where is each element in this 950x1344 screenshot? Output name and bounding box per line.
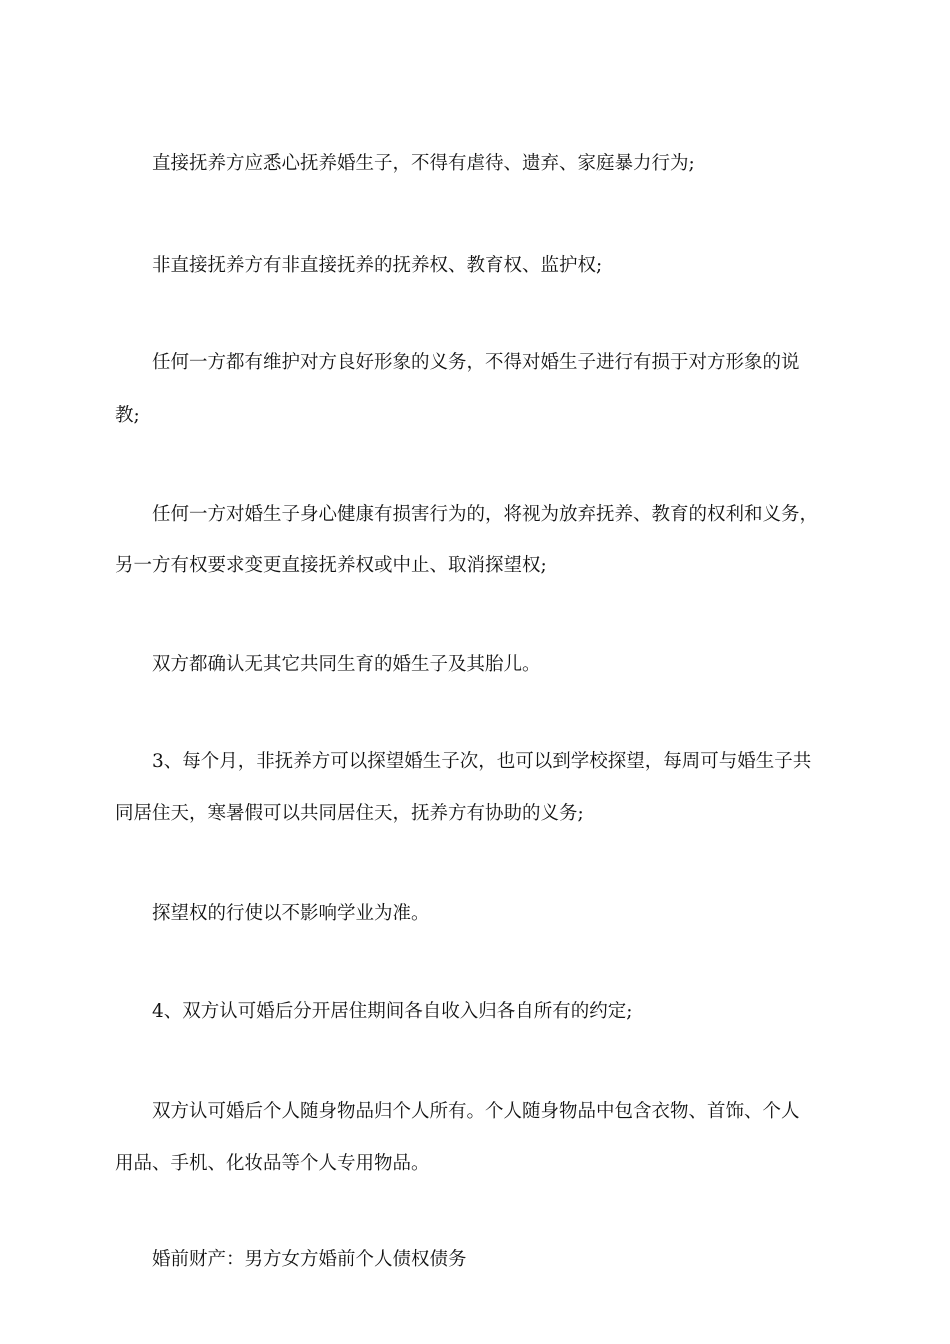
paragraph-line: 任何一方都有维护对方良好形象的义务，不得对婚生子进行有损于对方形象的说 xyxy=(152,352,800,373)
paragraph-line: 3、每个月，非抚养方可以探望婚生子次，也可以到学校探望，每周可与婚生子共 xyxy=(152,751,812,772)
paragraph-line: 双方认可婚后个人随身物品归个人所有。个人随身物品中包含衣物、首饰、个人 xyxy=(152,1101,800,1122)
paragraph-line: 探望权的行使以不影响学业为准。 xyxy=(152,903,430,924)
paragraph-line: 同居住天，寒暑假可以共同居住天，抚养方有协助的义务; xyxy=(115,803,584,824)
paragraph-line: 任何一方对婚生子身心健康有损害行为的，将视为放弃抚养、教育的权利和义务， xyxy=(152,504,819,525)
paragraph-line: 婚前财产：男方女方婚前个人债权债务 xyxy=(152,1249,467,1270)
paragraph-line: 另一方有权要求变更直接抚养权或中止、取消探望权; xyxy=(115,555,547,576)
paragraph-line: 4、双方认可婚后分开居住期间各自收入归各自所有的约定; xyxy=(152,1001,633,1022)
paragraph-line: 双方都确认无其它共同生育的婚生子及其胎儿。 xyxy=(152,654,541,675)
paragraph-line: 非直接抚养方有非直接抚养的抚养权、教育权、监护权; xyxy=(152,255,603,276)
paragraph-line: 直接抚养方应悉心抚养婚生子，不得有虐待、遗弃、家庭暴力行为; xyxy=(152,153,695,174)
paragraph-line: 用品、手机、化妆品等个人专用物品。 xyxy=(115,1153,430,1174)
paragraph-line: 教; xyxy=(115,405,140,426)
